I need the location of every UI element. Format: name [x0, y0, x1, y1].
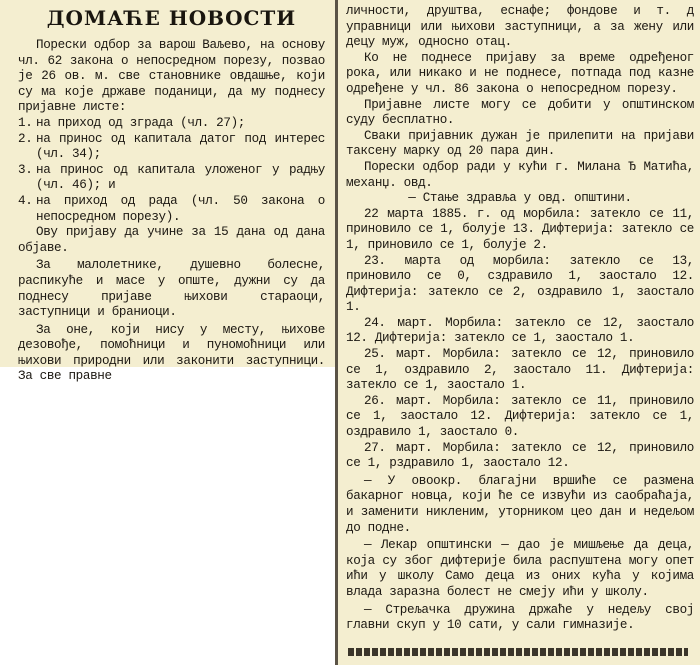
section-heading: ДОМАЋЕ НОВОСТИ: [46, 6, 297, 30]
news-item: — У овоокр. благајни вршиће се размена бакарног новца, који ће се извући из саобраћаја, и заменити никленим, уторником цео дан и недељом до подне.: [346, 473, 694, 535]
right-column: [338, 0, 700, 665]
tax-notice-intro: Порески одбор за варош Ваљево, на основу чл. 62 закона о непосредном порезу, позвао је 26 ов. м. све становнике овдашње, који су ма које државе поданици, да му поднесу пријавне листе:: [18, 38, 325, 115]
news-item: — Лекар општински — дао је мишљење да деца, која су због дифтерије била распуштена могу опет ићи у школу Само деца из оних кућа у којима влада заразна болест не смеју ићи у школу.: [346, 538, 694, 599]
paragraph: Порески одбор ради у кући г. Милана Ђ Матића, механџ. овд.: [346, 159, 694, 190]
list-item: 1. на приход од зграда (чл. 27);: [18, 115, 246, 130]
list-item: 3. на принос од капитала уложеног у радњу (чл. 46); и: [18, 162, 325, 193]
health-entry: 27. март. Морбила: затекло се 12, приновило се 1, рздравило 1, заостало 12.: [346, 440, 694, 471]
paragraph: Ову пријаву да учине за 15 дана од дана објаве.: [18, 225, 325, 255]
health-entry: 24. март. Морбила: затекло се 12, заостало 12. Дифтерија: затекло се 1, заостало 1.: [346, 315, 694, 346]
paragraph: личности, друштва, еснафе; фондове и т. д управници или њихови заступници, а за жену или децу муж, односно отац.: [346, 4, 694, 50]
ornamental-rule: [348, 648, 688, 656]
news-item: — Стрељачка дружина држаће у недељу свој главни скуп у 10 сати, у сали гимназије.: [346, 602, 694, 633]
paragraph: Пријавне листе могу се добити у општинском суду бесплатно.: [346, 97, 694, 128]
paragraph: Ко не поднесе пријаву за време одређеног рока, или никако и не поднесе, потпада под казне одређене у чл. 86 закона о непосредном порезу.: [346, 50, 694, 96]
health-entry: 22 марта 1885. г. од морбила: затекло се 11, приновило се 1, болује 13. Дифтерија: затекло се 1, приновило се 1, болује 2.: [346, 206, 694, 252]
health-report-title: — Стање здравља у овд. општини.: [408, 191, 632, 206]
health-entry: 26. март. Морбила: затекло се 11, приновило се 1, заостало 12. Дифтерија: затекло се 1, оздравило 1, заостало 0.: [346, 393, 694, 440]
left-column: [0, 0, 335, 384]
paragraph: За малолетнике, душевно болесне, распикуће и масе у опште, дужни су да поднесу пријаве њихови стараоци, заступници и браниоци.: [18, 258, 325, 320]
paragraph: За оне, који нису у месту, њихове дезовође, помоћници и пуномоћници или њихови природни или законити заступници. За све правне: [18, 322, 325, 384]
list-item: 4. на приход од рада (чл. 50 закона о непосредном порезу).: [18, 193, 325, 224]
list-item: 2. на принос од капитала датог под интерес (чл. 34);: [18, 131, 325, 162]
health-entry: 23. марта од морбила: затекло се 13, приновило се 0, сздравило 1, заостало 12. Дифтерија: затекло се 2, оздравило 1, заостало 1.: [346, 253, 694, 315]
health-entry: 25. март. Морбила: затекло се 12, приновило се 1, оздравило 2, заостало 11. Дифтерија: затекло се 1, заостало 1.: [346, 347, 694, 393]
paragraph: Сваки пријавник дужан је прилепити на пријави таксену марку од 20 пара дин.: [346, 128, 694, 159]
